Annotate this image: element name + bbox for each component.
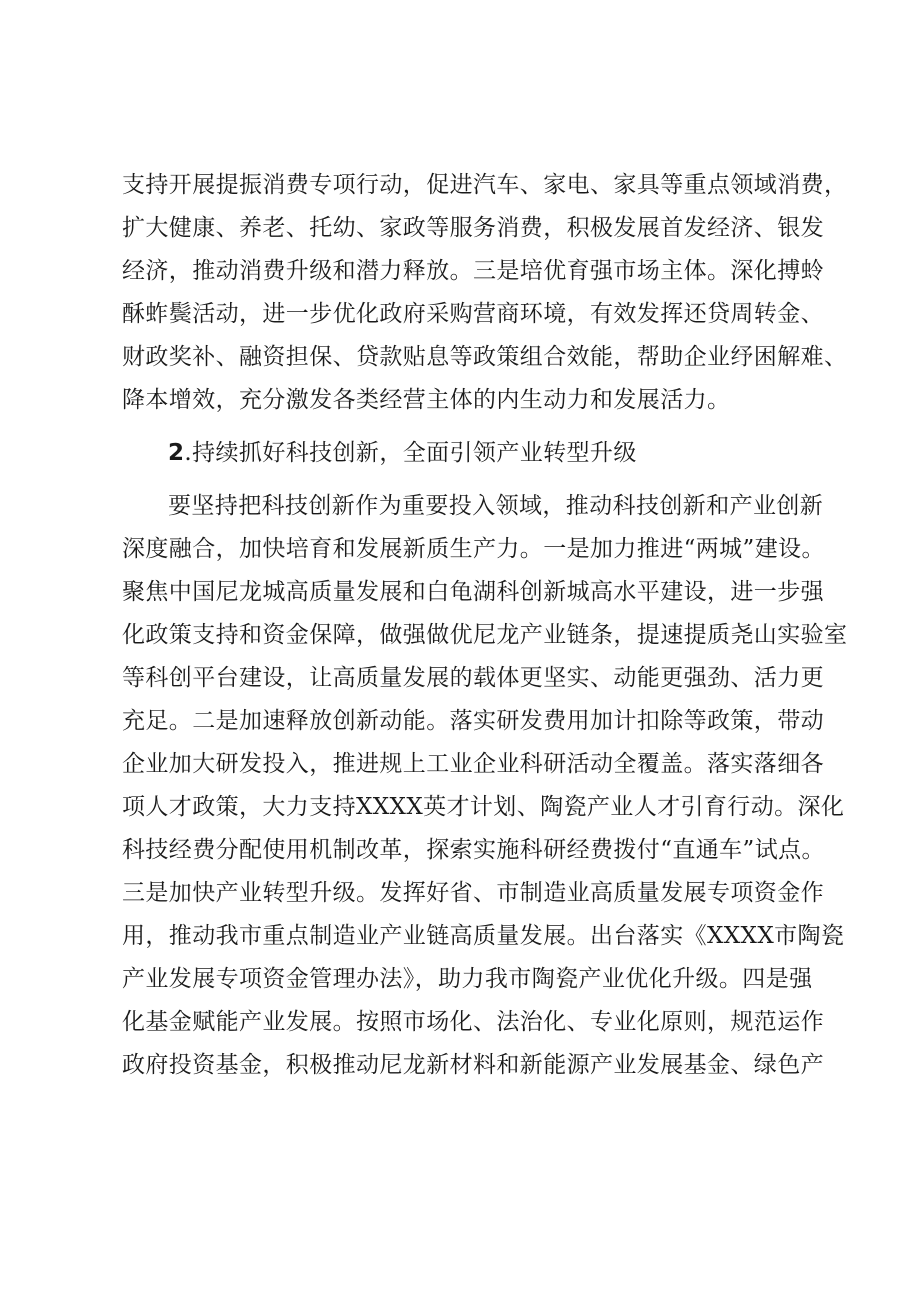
text-line: 企业加大研发投入，推进规上工业企业科研活动全覆盖。落实落细各 [122,751,824,777]
text-line: 深度融合，加快培育和发展新质生产力。一是加力推进“两城”建设。 [122,536,825,562]
text-line: 科技经费分配使用机制改革，探索实施科研经费拨付“直通车”试点。 [122,837,825,863]
paragraph-tech-innovation [122,485,848,1087]
text-line: 政府投资基金，积极推动尼龙新材料和新能源产业发展基金、绿色产 [122,1052,824,1078]
section-heading-number: 2 [168,440,185,466]
text-line: 项人才政策，大力支持XXXX英才计划、陶瓷产业人才引育行动。深化 [122,794,845,820]
text-line: 扩大健康、养老、托幼、家政等服务消费，积极发展首发经济、银发 [122,215,824,241]
section-heading [122,432,822,475]
text-line: 降本增效，充分激发各类经营主体的内生动力和发展活力。 [122,387,731,413]
text-line: 财政奖补、融资担保、贷款贴息等政策组合效能，帮助企业纾困解难、 [122,344,848,370]
text-line: 化基金赋能产业发展。按照市场化、法治化、专业化原则，规范运作 [122,1009,824,1035]
text-line: 经济，推动消费升级和潜力释放。三是培优育强市场主体。深化搏蛉 [122,258,824,284]
text-line: 用，推动我市重点制造业产业链高质量发展。出台落实《XXXX市陶瓷 [122,923,845,949]
text-line: 等科创平台建设，让高质量发展的载体更坚实、动能更强劲、活力更 [122,665,824,691]
section-heading-text: .持续抓好科技创新，全面引领产业转型升级 [184,440,637,466]
text-line: 支持开展提振消费专项行动，促进汽车、家电、家具等重点领域消费， [122,172,848,198]
text-line: 化政策支持和资金保障，做强做优尼龙产业链条，提速提质尧山实验室 [122,622,848,648]
body-text [122,164,848,1087]
text-line: 酥蚱鬓活动，进一步优化政府采购营商环境，有效发挥还贷周转金、 [122,301,824,327]
text-line: 产业发展专项资金管理办法》，助力我市陶瓷产业优化升级。四是强 [122,966,813,992]
text-line: 充足。二是加速释放创新动能。落实研发费用加计扣除等政策，带动 [122,708,824,734]
text-line: 聚焦中国尼龙城高质量发展和白龟湖科创新城高水平建设，进一步强 [122,579,824,605]
paragraph-consumption [122,164,848,422]
text-line: 三是加快产业转型升级。发挥好省、市制造业高质量发展专项资金作 [122,880,824,906]
text-line: 要坚持把科技创新作为重要投入领域，推动科技创新和产业创新 [168,493,824,519]
